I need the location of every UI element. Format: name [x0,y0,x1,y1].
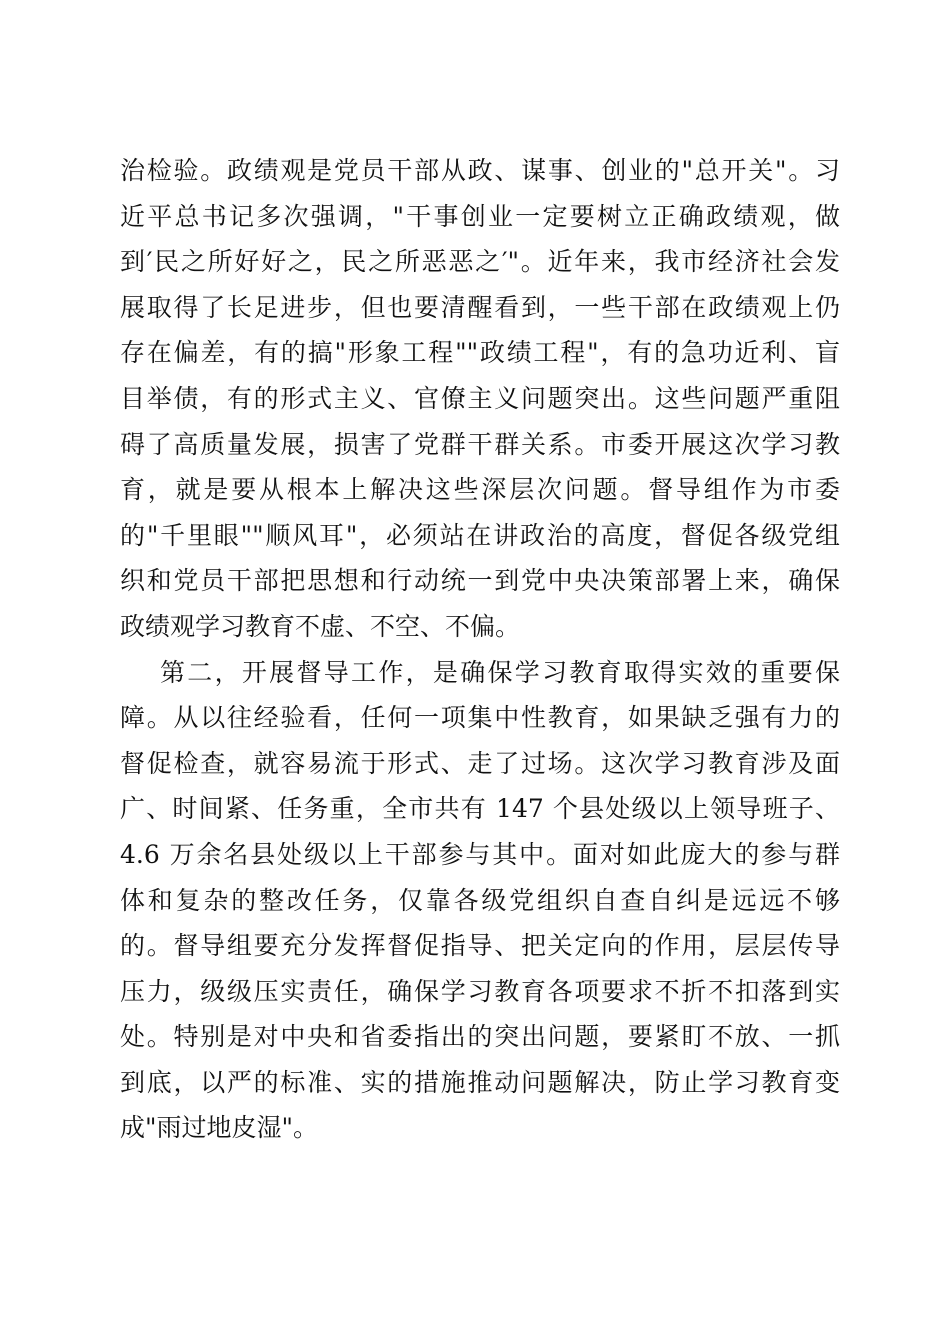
document-body [120,148,840,1151]
text-line: 政绩观学习教育不虚、不空、不偏。 [120,611,521,641]
text-line: 第二，开展督导工作，是确保学习教育取得实效的重要保 [160,657,840,687]
text-line: 压力，级级压实责任，确保学习教育各项要求不折不扣落到实 [120,976,840,1006]
text-line: 织和党员干部把思想和行动统一到党中央决策部署上来，确保 [120,566,840,596]
text-line: 的"千里眼""顺风耳"，必须站在讲政治的高度，督促各级党组 [120,520,840,550]
text-line: 到′民之所好好之，民之所恶恶之′"。近年来，我市经济社会发 [120,247,840,277]
text-line: 体和复杂的整改任务，仅靠各级党组织自查自纠是远远不够 [120,885,840,915]
text-line: 治检验。政绩观是党员干部从政、谋事、创业的"总开关"。习 [120,156,840,185]
text-line: 展取得了长足进步，但也要清醒看到，一些干部在政绩观上仍 [120,292,840,322]
text-line: 目举债，有的形式主义、官僚主义问题突出。这些问题严重阻 [120,383,840,413]
text-line: 广、时间紧、任务重，全市共有 147 个县处级以上领导班子、 [120,794,840,824]
text-line: 障。从以往经验看，任何一项集中性教育，如果缺乏强有力的 [120,703,840,733]
text-line: 存在偏差，有的搞"形象工程""政绩工程"，有的急功近利、盲 [120,338,840,368]
paragraph-1 [120,148,840,650]
text-line: 近平总书记多次强调，"干事创业一定要树立正确政绩观，做 [120,201,840,231]
text-line: 成"雨过地皮湿"。 [120,1113,318,1143]
text-line: 育，就是要从根本上解决这些深层次问题。督导组作为市委 [120,475,840,505]
paragraph-2 [120,650,840,1152]
text-line: 到底，以严的标准、实的措施推动问题解决，防止学习教育变 [120,1067,840,1097]
text-line: 处。特别是对中央和省委指出的突出问题，要紧盯不放、一抓 [120,1022,840,1052]
text-line: 4.6 万余名县处级以上干部参与其中。面对如此庞大的参与群 [120,839,840,869]
text-line: 督促检查，就容易流于形式、走了过场。这次学习教育涉及面 [120,748,840,778]
text-line: 碍了高质量发展，损害了党群干群关系。市委开展这次学习教 [120,429,840,459]
text-line: 的。督导组要充分发挥督促指导、把关定向的作用，层层传导 [120,931,840,961]
